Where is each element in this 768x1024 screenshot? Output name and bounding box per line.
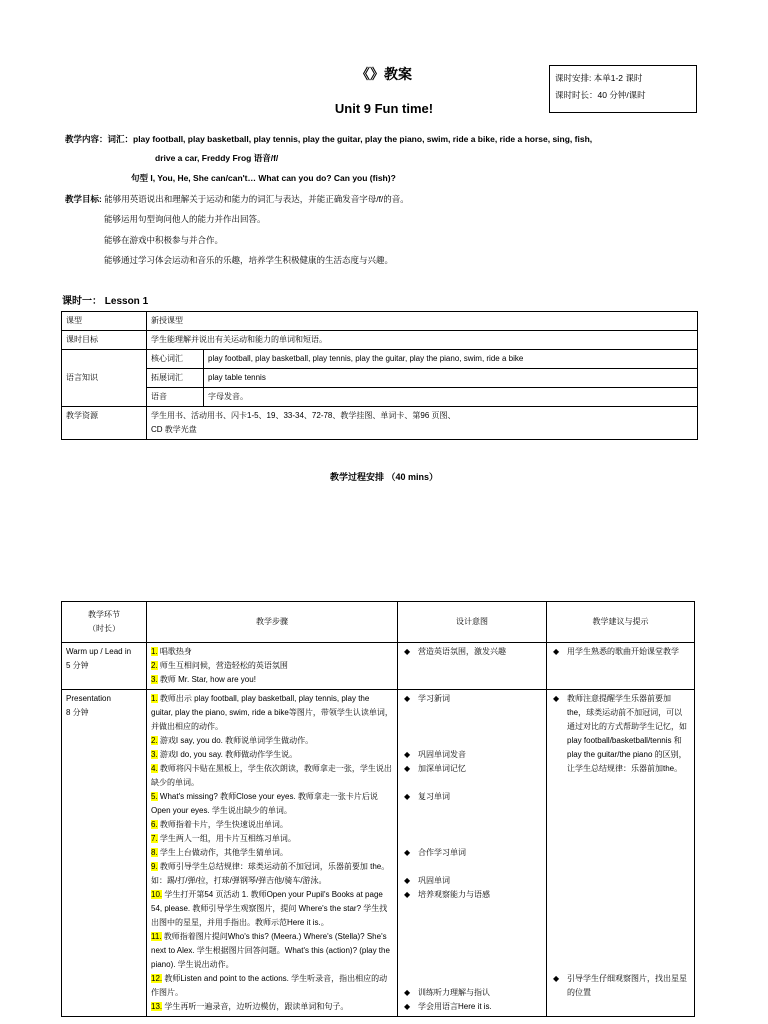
step-number: 8. [151, 848, 158, 857]
intent-item: ◆ 培养观察能力与语感 [402, 888, 542, 902]
step-item [151, 818, 393, 832]
intent-item: ◆ 复习单词 [402, 790, 542, 804]
resources-line-2: CD 教学光盘 [151, 425, 197, 434]
step-number: 6. [151, 820, 158, 829]
step-item [151, 692, 393, 734]
step-item [151, 645, 393, 659]
step-item [151, 1000, 393, 1014]
step-number: 1. [151, 647, 158, 656]
goal-3: 能够在游戏中积极参与并合作。 [104, 235, 224, 245]
lesson-label: 课时一： Lesson 1 [62, 296, 149, 307]
cell-ext-vocab-value: play table tennis [204, 369, 698, 388]
table-row [62, 407, 698, 440]
intent-item: ◆ 营造英语氛围，激发兴趣 [402, 645, 542, 659]
step-text: 学生再听一遍录音，边听边模仿，跟读单词和句子。 [162, 1002, 349, 1011]
vocab-line-2: drive a car, Freddy Frog 语音/f/ [155, 153, 279, 163]
step-item [151, 762, 393, 790]
step-text: 师生互相问候，营造轻松的英语氛围 [157, 661, 288, 670]
step-number: 4. [151, 764, 158, 773]
cell-stage: Warm up / Lead in 5 分钟 [62, 643, 147, 690]
step-text: 唱歌热身 [157, 647, 192, 656]
header-stage: 教学环节 （时长） [62, 602, 147, 643]
step-text: 教师Listen and point to the actions. 学生听录音，指出相应的动作图片。 [151, 974, 388, 997]
step-item [151, 790, 393, 818]
step-item [151, 846, 393, 860]
step-text: 教师指着图片提问Who's this? (Meera.) Where's (Stella)? She's next to Alex. 学生根据图片回答问题。What's this (action)? (play the piano). 学生说出动作。 [151, 932, 390, 969]
step-text: What's missing? 教师Close your eyes. 教师拿走一张卡片后说 Open your eyes. 学生说出缺少的单词。 [151, 792, 378, 815]
class-duration: 课时时长：40 分钟/课时 [555, 90, 646, 100]
step-number: 7. [151, 834, 158, 843]
step-text: 游戏I do, you say. 教师做动作学生说。 [157, 750, 298, 759]
goal-2: 能够运用句型询问他人的能力并作出回答。 [104, 214, 266, 224]
step-number: 3. [151, 675, 158, 684]
table-row [62, 331, 698, 350]
schedule-title: 教学过程安排 （40 mins） [329, 472, 439, 482]
cell-stage: Presentation 8 分钟 [62, 690, 147, 1017]
cell-type-label: 课型 [62, 312, 147, 331]
step-text: 教师将闪卡贴在黑板上，学生依次朗读，教师拿走一张，学生说出缺少的单词。 [151, 764, 392, 787]
cell-steps [147, 643, 398, 690]
cell-intent [398, 643, 547, 690]
intent-item: ◆ 合作学习单词 [402, 846, 542, 860]
objectives-goal-1 [65, 193, 409, 205]
step-item [151, 673, 393, 687]
step-text: 教师出示 play football, play basketball, play tennis, play the guitar, play the piano, swim, ride a bike等图片，带领学生认读单词，并做出相应的动作。 [151, 694, 393, 731]
cell-resources-label: 教学资源 [62, 407, 147, 440]
goals-label: 教学目标: [65, 194, 105, 204]
table-row [62, 643, 695, 690]
step-text: 学生上台做动作，其他学生猜单词。 [157, 848, 288, 857]
tip-item: ◆ 用学生熟悉的歌曲开始课堂教学 [551, 645, 690, 659]
cell-steps [147, 690, 398, 1017]
table-row [62, 369, 698, 388]
cell-goal-label: 课时目标 [62, 331, 147, 350]
sentence-line: 句型 I, You, He, She can/can't… What can you do? Can you (fish)? [131, 173, 396, 183]
cell-core-vocab-value: play football, play basketball, play tennis, play the guitar, play the piano, swim, ride a bike [204, 350, 698, 369]
step-item [151, 972, 393, 1000]
class-time: 课时安排: 本单1-2 课时 [555, 73, 643, 83]
step-item [151, 888, 393, 930]
step-item [151, 748, 393, 762]
step-item [151, 734, 393, 748]
intent-item: ◆ 巩固单词发音 [402, 748, 542, 762]
step-number: 12. [151, 974, 163, 983]
cell-resources-value [147, 407, 698, 440]
class-info-box [549, 65, 697, 113]
step-text: 教师指着卡片，学生快速说出单词。 [157, 820, 288, 829]
intent-item: ◆ 训练听力理解与指认 [402, 986, 542, 1000]
cell-tips [547, 643, 695, 690]
step-number: 10. [151, 890, 163, 899]
vocab-line-1: 教学内容：词汇：play football, play basketball, play tennis, play the guitar, play the piano, swim, ride a bike, ride a horse, sing, fish, [65, 134, 593, 144]
step-text: 教师 Mr. Star, how are you! [157, 675, 256, 684]
cell-knowledge-label: 语言知识 [62, 350, 147, 407]
resources-line-1: 学生用书、活动用书、闪卡1-5、19、33-34、72-78、教学挂图、单词卡、第96 页图、 [151, 411, 456, 420]
header-steps: 教学步骤 [147, 602, 398, 643]
table-row [62, 388, 698, 407]
cell-intent [398, 690, 547, 1017]
cell-phonics-label: 语音 [147, 388, 204, 407]
table-row [62, 690, 695, 1017]
cell-phonics-value: 字母发音。 [204, 388, 698, 407]
step-item [151, 930, 393, 972]
document-title: 《》教案 [356, 66, 412, 82]
tip-item: ◆ 引导学生仔细观察图片，找出星星的位置 [551, 972, 690, 1000]
table-row [62, 350, 698, 369]
intent-item: ◆ 巩固单词 [402, 874, 542, 888]
goal-1: 能够用英语说出和理解关于运动和能力的词汇与表达，并能正确发音字母/f/的音。 [104, 194, 409, 204]
cell-goal-value: 学生能理解并说出有关运动和能力的单词和短语。 [147, 331, 698, 350]
cell-core-vocab-label: 核心词汇 [147, 350, 204, 369]
tip-item: ◆ 教师注意提醒学生乐器前要加the，球类运动前不加冠词，可以通过对比的方式帮助学生记忆，如 play football/basketball/tennis 和 play the guitar/the piano 的区别，让学生总结规律：乐器前加the。 [551, 692, 690, 776]
step-item [151, 659, 393, 673]
step-text: 学生两人一组，用卡片互相练习单词。 [157, 834, 296, 843]
cell-ext-vocab-label: 拓展词汇 [147, 369, 204, 388]
goal-4: 能够通过学习体会运动和音乐的乐趣，培养学生积极健康的生活态度与兴趣。 [104, 255, 394, 265]
step-number: 2. [151, 736, 158, 745]
step-number: 9. [151, 862, 158, 871]
step-number: 1. [151, 694, 158, 703]
step-text: 教师引导学生总结规律：球类运动前不加冠词，乐器前要加 the。如：踢/打/弹/拉，打球/弹钢琴/弹吉他/骑车/游泳。 [151, 862, 390, 885]
step-number: 2. [151, 661, 158, 670]
intent-item: ◆ 学习新词 [402, 692, 542, 706]
step-number: 11. [151, 932, 162, 941]
step-item [151, 832, 393, 846]
step-number: 13. [151, 1002, 163, 1011]
cell-tips [547, 690, 695, 1017]
intent-item: ◆ 学会用语言Here it is. [402, 1000, 542, 1014]
step-number: 3. [151, 750, 158, 759]
step-text: 游戏I say, you do. 教师说单词学生做动作。 [157, 736, 314, 745]
intent-item: ◆ 加深单词记忆 [402, 762, 542, 776]
cell-type-value: 新授课型 [147, 312, 698, 331]
table-row [62, 312, 698, 331]
teaching-plan-table [61, 601, 695, 1017]
header-tips: 教学建议与提示 [547, 602, 695, 643]
step-text: 学生打开第54 页活动 1. 教师Open your Pupil's Books at page 54, please. 教师引导学生观察图片，提问 Where's the star? 学生找出图中的星星，并用手指出。教师示范Here it is.。 [151, 890, 388, 927]
lesson-info-table [61, 311, 698, 440]
unit-title: Unit 9 Fun time! [334, 101, 434, 116]
step-number: 5. [151, 792, 158, 801]
header-intent: 设计意图 [398, 602, 547, 643]
table-header-row [62, 602, 695, 643]
step-item [151, 860, 393, 888]
